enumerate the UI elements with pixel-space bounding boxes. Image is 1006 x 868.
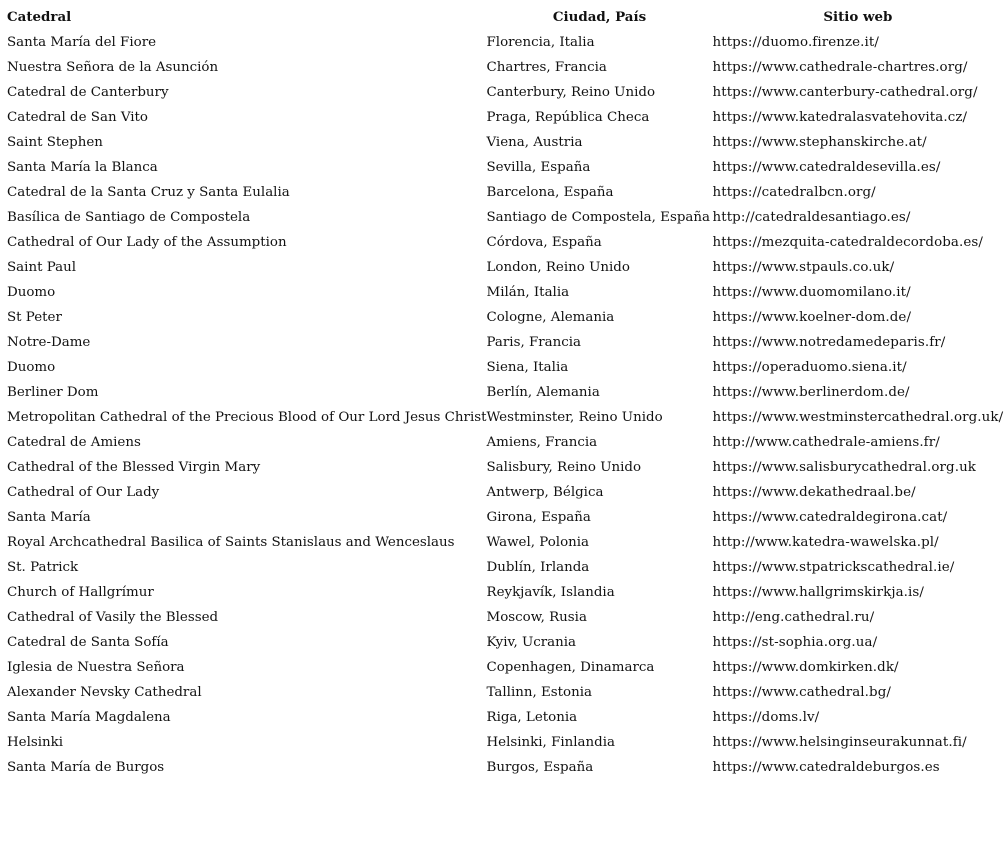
cathedral-name: Catedral de Canterbury bbox=[7, 85, 169, 100]
city-country: Kyiv, Ucrania bbox=[486, 635, 577, 650]
city-country: Sevilla, España bbox=[486, 160, 591, 175]
website-url: https://duomo.firenze.it/ bbox=[712, 35, 880, 50]
table-row bbox=[7, 130, 1003, 155]
city-country: Praga, República Checa bbox=[486, 110, 650, 125]
table-row bbox=[7, 480, 1003, 505]
cathedral-name: Berliner Dom bbox=[7, 385, 99, 400]
cathedral-name: St Peter bbox=[7, 310, 62, 325]
table-row bbox=[7, 230, 1003, 255]
cathedral-name: Cathedral of the Blessed Virgin Mary bbox=[7, 460, 261, 475]
website-url: https://www.stpauls.co.uk/ bbox=[712, 260, 895, 275]
table-row bbox=[7, 305, 1003, 330]
cathedral-name: Helsinki bbox=[7, 735, 64, 750]
cathedral-table-container bbox=[7, 5, 1003, 780]
cathedral-name: Catedral de la Santa Cruz y Santa Eulalia bbox=[7, 185, 290, 200]
website-url: https://catedralbcn.org/ bbox=[712, 185, 876, 200]
table-row bbox=[7, 405, 1003, 430]
city-country: Amiens, Francia bbox=[486, 435, 598, 450]
cathedral-name: Basílica de Santiago de Compostela bbox=[7, 210, 251, 225]
table-row bbox=[7, 430, 1003, 455]
website-url: https://www.catedraldegirona.cat/ bbox=[712, 510, 948, 525]
city-country: Tallinn, Estonia bbox=[486, 685, 592, 700]
table-row bbox=[7, 30, 1003, 55]
website-url: https://www.salisburycathedral.org.uk bbox=[712, 460, 977, 475]
cathedral-name: Catedral de Santa Sofía bbox=[7, 635, 169, 650]
city-country: London, Reino Unido bbox=[486, 260, 630, 275]
website-url: https://operaduomo.siena.it/ bbox=[712, 360, 907, 375]
city-country: Burgos, España bbox=[486, 760, 594, 775]
website-url: https://www.westminstercathedral.org.uk/ bbox=[712, 410, 1004, 425]
table-row bbox=[7, 505, 1003, 530]
cathedral-name: Church of Hallgrímur bbox=[7, 585, 154, 600]
city-country: Milán, Italia bbox=[486, 285, 570, 300]
website-url: https://www.dekathedraal.be/ bbox=[712, 485, 916, 500]
website-url: https://www.stpatrickscathedral.ie/ bbox=[712, 560, 955, 575]
website-url: https://www.helsinginseurakunnat.fi/ bbox=[712, 735, 967, 750]
website-url: https://www.domkirken.dk/ bbox=[712, 660, 899, 675]
city-country: Barcelona, España bbox=[486, 185, 614, 200]
table-row bbox=[7, 55, 1003, 80]
website-url: https://www.catedraldesevilla.es/ bbox=[712, 160, 941, 175]
city-country: Helsinki, Finlandia bbox=[486, 735, 615, 750]
city-country: Westminster, Reino Unido bbox=[486, 410, 663, 425]
website-url: https://www.canterbury-cathedral.org/ bbox=[712, 85, 978, 100]
table-row bbox=[7, 455, 1003, 480]
city-country: Copenhagen, Dinamarca bbox=[486, 660, 655, 675]
city-country: Salisbury, Reino Unido bbox=[486, 460, 642, 475]
city-country: Riga, Letonia bbox=[486, 710, 578, 725]
table-row bbox=[7, 280, 1003, 305]
header-cathedral: Catedral bbox=[7, 9, 72, 25]
city-country: Wawel, Polonia bbox=[486, 535, 590, 550]
cathedral-name: Cathedral of Our Lady bbox=[7, 485, 160, 500]
table-row bbox=[7, 655, 1003, 680]
cathedral-name: Alexander Nevsky Cathedral bbox=[7, 685, 202, 700]
table-row bbox=[7, 155, 1003, 180]
city-country: Cologne, Alemania bbox=[486, 310, 615, 325]
city-country: Paris, Francia bbox=[486, 335, 582, 350]
cathedral-name: Nuestra Señora de la Asunción bbox=[7, 60, 219, 75]
city-country: Moscow, Rusia bbox=[486, 610, 587, 625]
website-url: http://www.cathedrale-amiens.fr/ bbox=[712, 435, 940, 450]
website-url: https://www.notredamedeparis.fr/ bbox=[712, 335, 946, 350]
cathedral-name: Santa María Magdalena bbox=[7, 710, 171, 725]
website-url: https://st-sophia.org.ua/ bbox=[712, 635, 878, 650]
city-country: Antwerp, Bélgica bbox=[486, 485, 604, 500]
city-country: Viena, Austria bbox=[486, 135, 583, 150]
table-row bbox=[7, 755, 1003, 780]
cathedral-name: Santa María bbox=[7, 510, 91, 525]
cathedral-table bbox=[7, 5, 1003, 780]
cathedral-name: Duomo bbox=[7, 285, 56, 300]
table-row bbox=[7, 730, 1003, 755]
cathedral-name: Royal Archcathedral Basilica of Saints Stanislaus and Wenceslaus bbox=[7, 535, 455, 550]
website-url: https://www.berlinerdom.de/ bbox=[712, 385, 910, 400]
table-row bbox=[7, 330, 1003, 355]
website-url: https://www.katedralasvatehovita.cz/ bbox=[712, 110, 968, 125]
table-header-row bbox=[7, 5, 1003, 30]
table-row bbox=[7, 680, 1003, 705]
city-country: Siena, Italia bbox=[486, 360, 569, 375]
website-url: https://www.cathedrale-chartres.org/ bbox=[712, 60, 968, 75]
cathedral-name: Santa María de Burgos bbox=[7, 760, 165, 775]
table-row bbox=[7, 630, 1003, 655]
website-url: http://catedraldesantiago.es/ bbox=[712, 210, 911, 225]
table-row bbox=[7, 580, 1003, 605]
city-country: Dublín, Irlanda bbox=[486, 560, 590, 575]
table-row bbox=[7, 605, 1003, 630]
website-url: https://www.hallgrimskirkja.is/ bbox=[712, 585, 924, 600]
cathedral-name: Saint Paul bbox=[7, 260, 76, 275]
website-url: https://www.duomomilano.it/ bbox=[712, 285, 911, 300]
table-row bbox=[7, 80, 1003, 105]
table-row bbox=[7, 205, 1003, 230]
cathedral-name: Iglesia de Nuestra Señora bbox=[7, 660, 185, 675]
website-url: https://www.catedraldeburgos.es bbox=[712, 760, 940, 775]
cathedral-name: Duomo bbox=[7, 360, 56, 375]
table-row bbox=[7, 530, 1003, 555]
city-country: Reykjavík, Islandia bbox=[486, 585, 615, 600]
table-row bbox=[7, 705, 1003, 730]
city-country: Córdova, España bbox=[486, 235, 602, 250]
city-country: Canterbury, Reino Unido bbox=[486, 85, 656, 100]
table-row bbox=[7, 255, 1003, 280]
city-country: Girona, España bbox=[486, 510, 591, 525]
header-website: Sitio web bbox=[823, 9, 893, 25]
city-country: Berlín, Alemania bbox=[486, 385, 600, 400]
table-row bbox=[7, 555, 1003, 580]
table-row bbox=[7, 355, 1003, 380]
cathedral-name: Notre-Dame bbox=[7, 335, 91, 350]
cathedral-name: Cathedral of Vasily the Blessed bbox=[7, 610, 219, 625]
table-body bbox=[7, 30, 1003, 780]
header-city-country: Ciudad, País bbox=[552, 9, 647, 25]
cathedral-name: Cathedral of Our Lady of the Assumption bbox=[7, 235, 287, 250]
cathedral-name: Santa María la Blanca bbox=[7, 160, 158, 175]
website-url: https://www.cathedral.bg/ bbox=[712, 685, 891, 700]
city-country: Santiago de Compostela, España bbox=[486, 210, 710, 225]
cathedral-name: Saint Stephen bbox=[7, 135, 103, 150]
website-url: https://www.koelner-dom.de/ bbox=[712, 310, 912, 325]
website-url: https://doms.lv/ bbox=[712, 710, 820, 725]
website-url: http://www.katedra-wawelska.pl/ bbox=[712, 535, 939, 550]
table-row bbox=[7, 105, 1003, 130]
table-row bbox=[7, 380, 1003, 405]
website-url: http://eng.cathedral.ru/ bbox=[712, 610, 875, 625]
website-url: https://mezquita-catedraldecordoba.es/ bbox=[712, 235, 983, 250]
city-country: Chartres, Francia bbox=[486, 60, 607, 75]
cathedral-name: Metropolitan Cathedral of the Precious Blood of Our Lord Jesus Christ bbox=[7, 410, 487, 425]
cathedral-name: Catedral de San Vito bbox=[7, 110, 148, 125]
cathedral-name: Santa María del Fiore bbox=[7, 35, 157, 50]
website-url: https://www.stephanskirche.at/ bbox=[712, 135, 927, 150]
cathedral-name: St. Patrick bbox=[7, 560, 79, 575]
city-country: Florencia, Italia bbox=[486, 35, 595, 50]
cathedral-name: Catedral de Amiens bbox=[7, 435, 141, 450]
table-row bbox=[7, 180, 1003, 205]
